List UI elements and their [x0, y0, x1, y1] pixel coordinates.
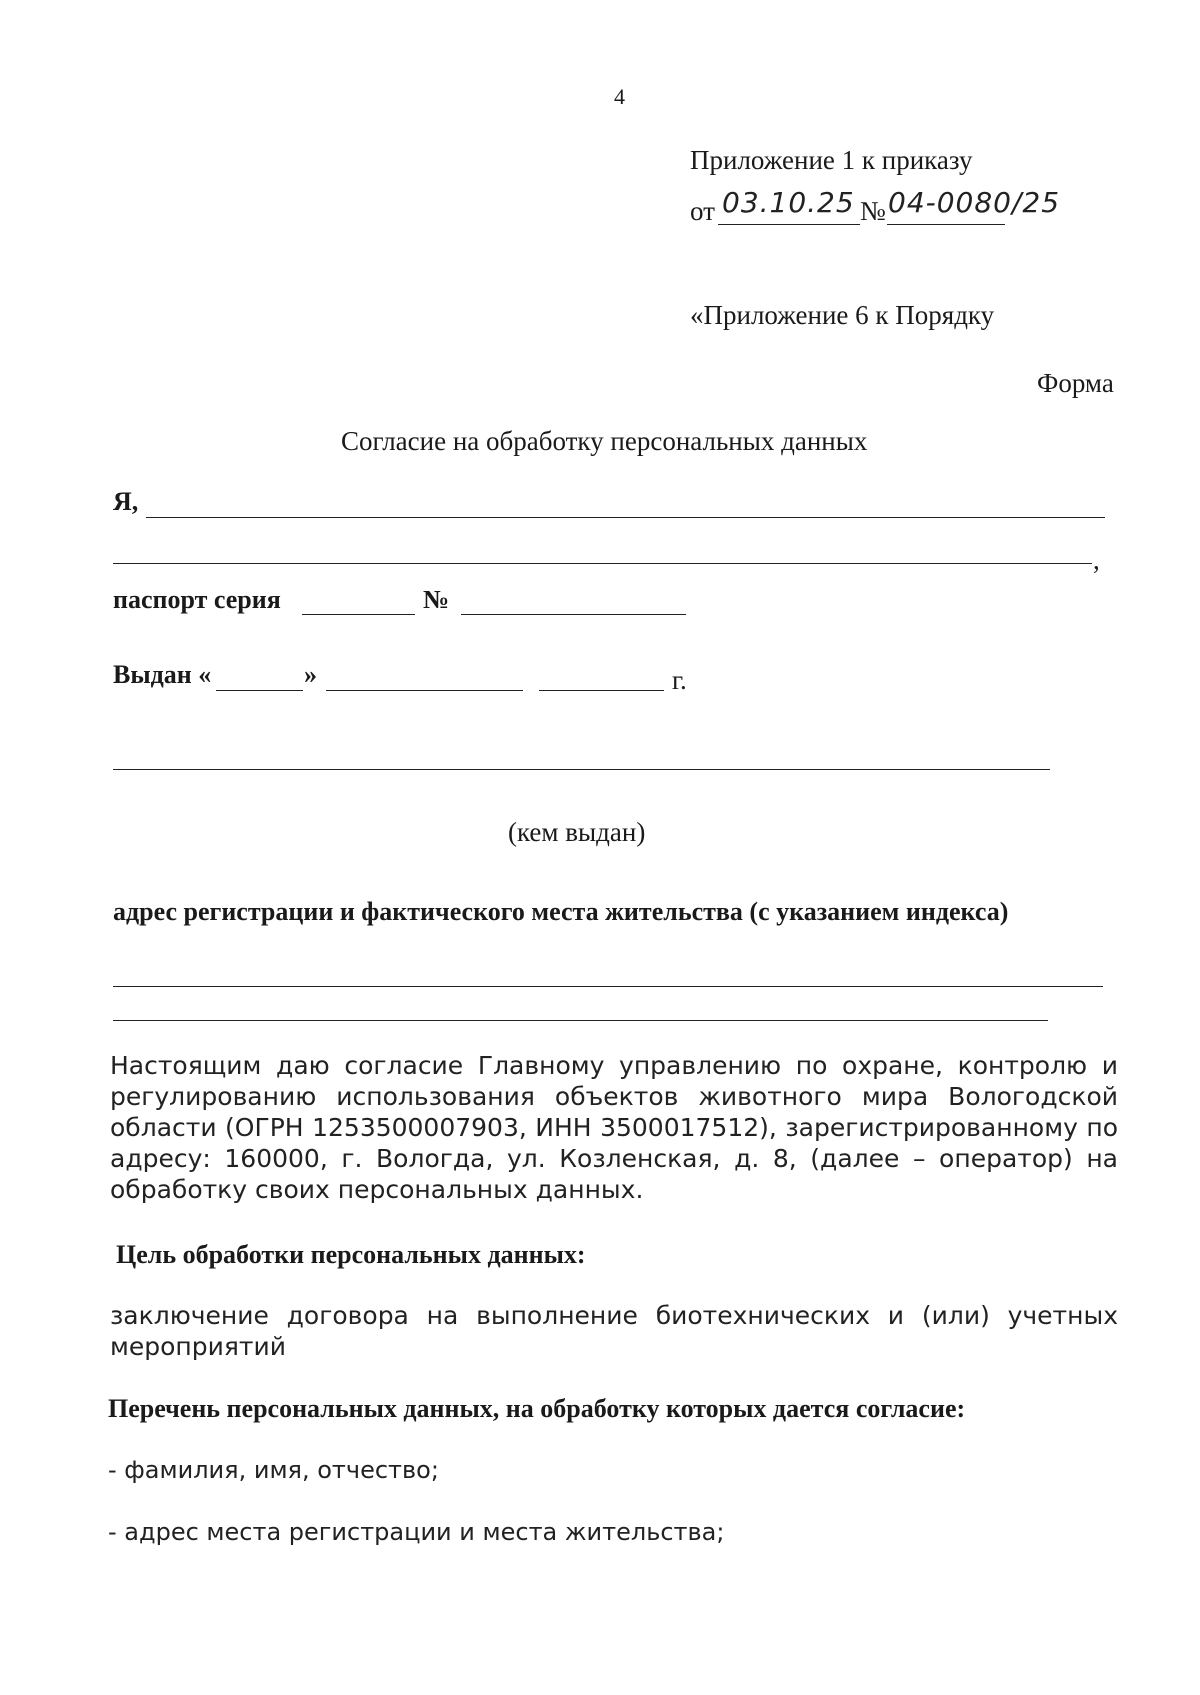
passport-number-line: [461, 614, 686, 615]
data-list-heading: Перечень персональных данных, на обработку которых дается согласие:: [108, 1394, 966, 1423]
issued-by-caption: (кем выдан): [508, 817, 646, 847]
address-line-1: [113, 986, 1103, 987]
passport-number-label: №: [423, 585, 450, 614]
name-line-1: [146, 517, 1105, 518]
document-title: Согласие на обработку персональных данных: [341, 426, 868, 456]
appendix-order-line: Приложение 1 к приказу: [690, 145, 973, 175]
consent-paragraph: Настоящим даю согласие Главному управлению по охране, контролю и регулированию использования объектов животного мира Вологодской области (ОГРН 1253500007903, ИНН 3500017512), зарегистрированному по адресу: 160000, г. Вологда, ул. Козленская, д. 8, (далее – оператор) на обработку своих персональных данных.: [110, 1051, 1118, 1204]
issued-close-quote: »: [304, 660, 317, 689]
order-number-handwritten: 04-0080/25: [888, 186, 1061, 219]
order-date-handwritten: 03.10.25: [722, 186, 855, 219]
issued-month-line: [326, 690, 523, 691]
purpose-text: заключение договора на выполнение биотехнических и (или) учетных мероприятий: [110, 1301, 1118, 1361]
number-prefix: №: [860, 196, 886, 226]
list-item: - фамилия, имя, отчество;: [108, 1456, 439, 1484]
page-number: 4: [614, 84, 625, 109]
passport-series-label: паспорт серия: [113, 585, 281, 614]
number-underline: [887, 224, 1005, 225]
address-line-2: [113, 1020, 1048, 1021]
issued-year-line: [539, 690, 664, 691]
name-line-2: [113, 563, 1092, 564]
form-label: Форма: [1037, 368, 1114, 398]
i-label: Я,: [113, 487, 139, 516]
name-line-comma: ,: [1093, 545, 1100, 575]
purpose-heading: Цель обработки персональных данных:: [116, 1240, 586, 1269]
list-item: - адрес места регистрации и места жительства;: [108, 1518, 725, 1546]
issued-day-line: [216, 690, 303, 691]
from-prefix: от: [690, 196, 715, 226]
date-underline: [718, 224, 860, 225]
issued-by-line: [113, 769, 1050, 770]
appendix-procedure-line: «Приложение 6 к Порядку: [690, 300, 995, 330]
year-suffix: г.: [672, 665, 687, 695]
issued-label: Выдан «: [113, 660, 212, 689]
address-label: адрес регистрации и фактического места жительства (с указанием индекса): [113, 897, 1009, 926]
passport-series-line: [302, 614, 415, 615]
